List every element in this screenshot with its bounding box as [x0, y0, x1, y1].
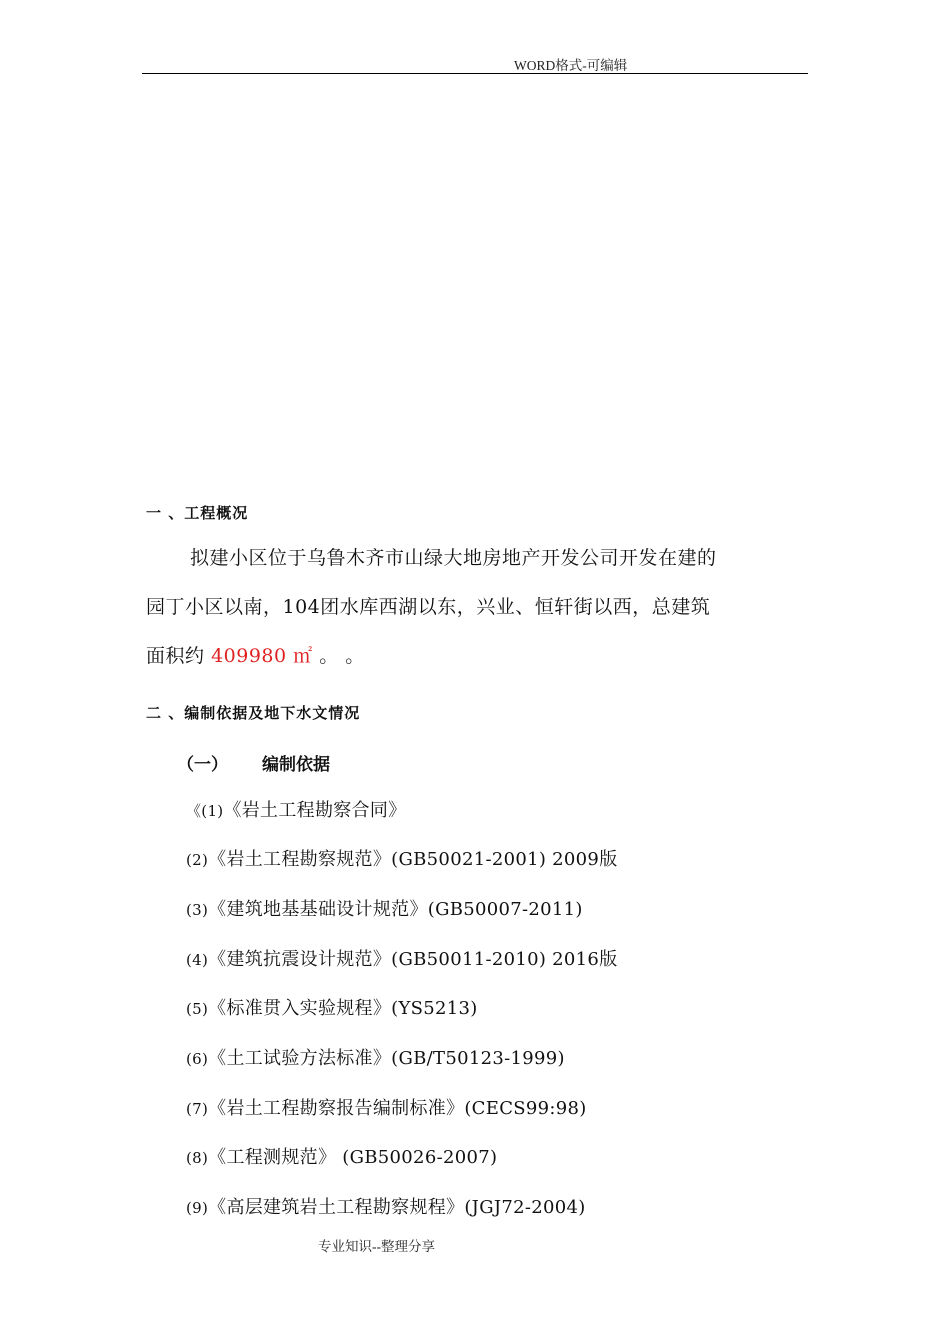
section-2-title: 二 、编制依据及地下水文情况: [146, 704, 361, 722]
reference-item: (6)《土工试验方法标准》(GB/T50123-1999): [186, 1048, 565, 1069]
reference-item: (5)《标准贯入实验规程》(YS5213): [186, 998, 478, 1019]
area-suffix: 。 。: [319, 645, 365, 667]
subsection-1-heading: [177, 750, 330, 775]
reference-item: (4)《建筑抗震设计规范》(GB50011-2010) 2016版: [186, 949, 618, 970]
page-header: [142, 56, 808, 74]
page-footer: 专业知识--整理分享: [318, 1239, 435, 1254]
header-text: WORD格式-可编辑: [514, 58, 628, 73]
reference-item: (7)《岩土工程勘察报告编制标准》(CECS99:98): [186, 1098, 587, 1119]
reference-item: (2)《岩土工程勘察规范》(GB50021-2001) 2009版: [186, 849, 618, 870]
reference-item: (9)《高层建筑岩土工程勘察规程》(JGJ72-2004): [186, 1197, 586, 1218]
paragraph-line-1: 拟建小区位于乌鲁木齐市山绿大地房地产开发公司开发在建的: [190, 547, 717, 569]
reference-item: (3)《建筑地基基础设计规范》(GB50007-2011): [186, 899, 583, 920]
paragraph-line-3: [146, 632, 806, 681]
area-prefix: 面积约: [146, 645, 205, 667]
section-1-paragraph: [146, 534, 806, 681]
reference-item: (8)《工程测规范》 (GB50026-2007): [186, 1147, 498, 1168]
subsection-label: 编制依据: [262, 755, 330, 775]
paragraph-line-2: 园丁小区以南，104团水库西湖以东，兴业、恒轩街以西，总建筑: [146, 596, 711, 618]
reference-item: 《(1)《岩土工程勘察合同》: [186, 800, 407, 821]
area-value: 409980 ㎡: [211, 645, 313, 667]
section-1-title: 一 、工程概况: [146, 504, 249, 522]
subsection-number: （一）: [177, 755, 228, 775]
